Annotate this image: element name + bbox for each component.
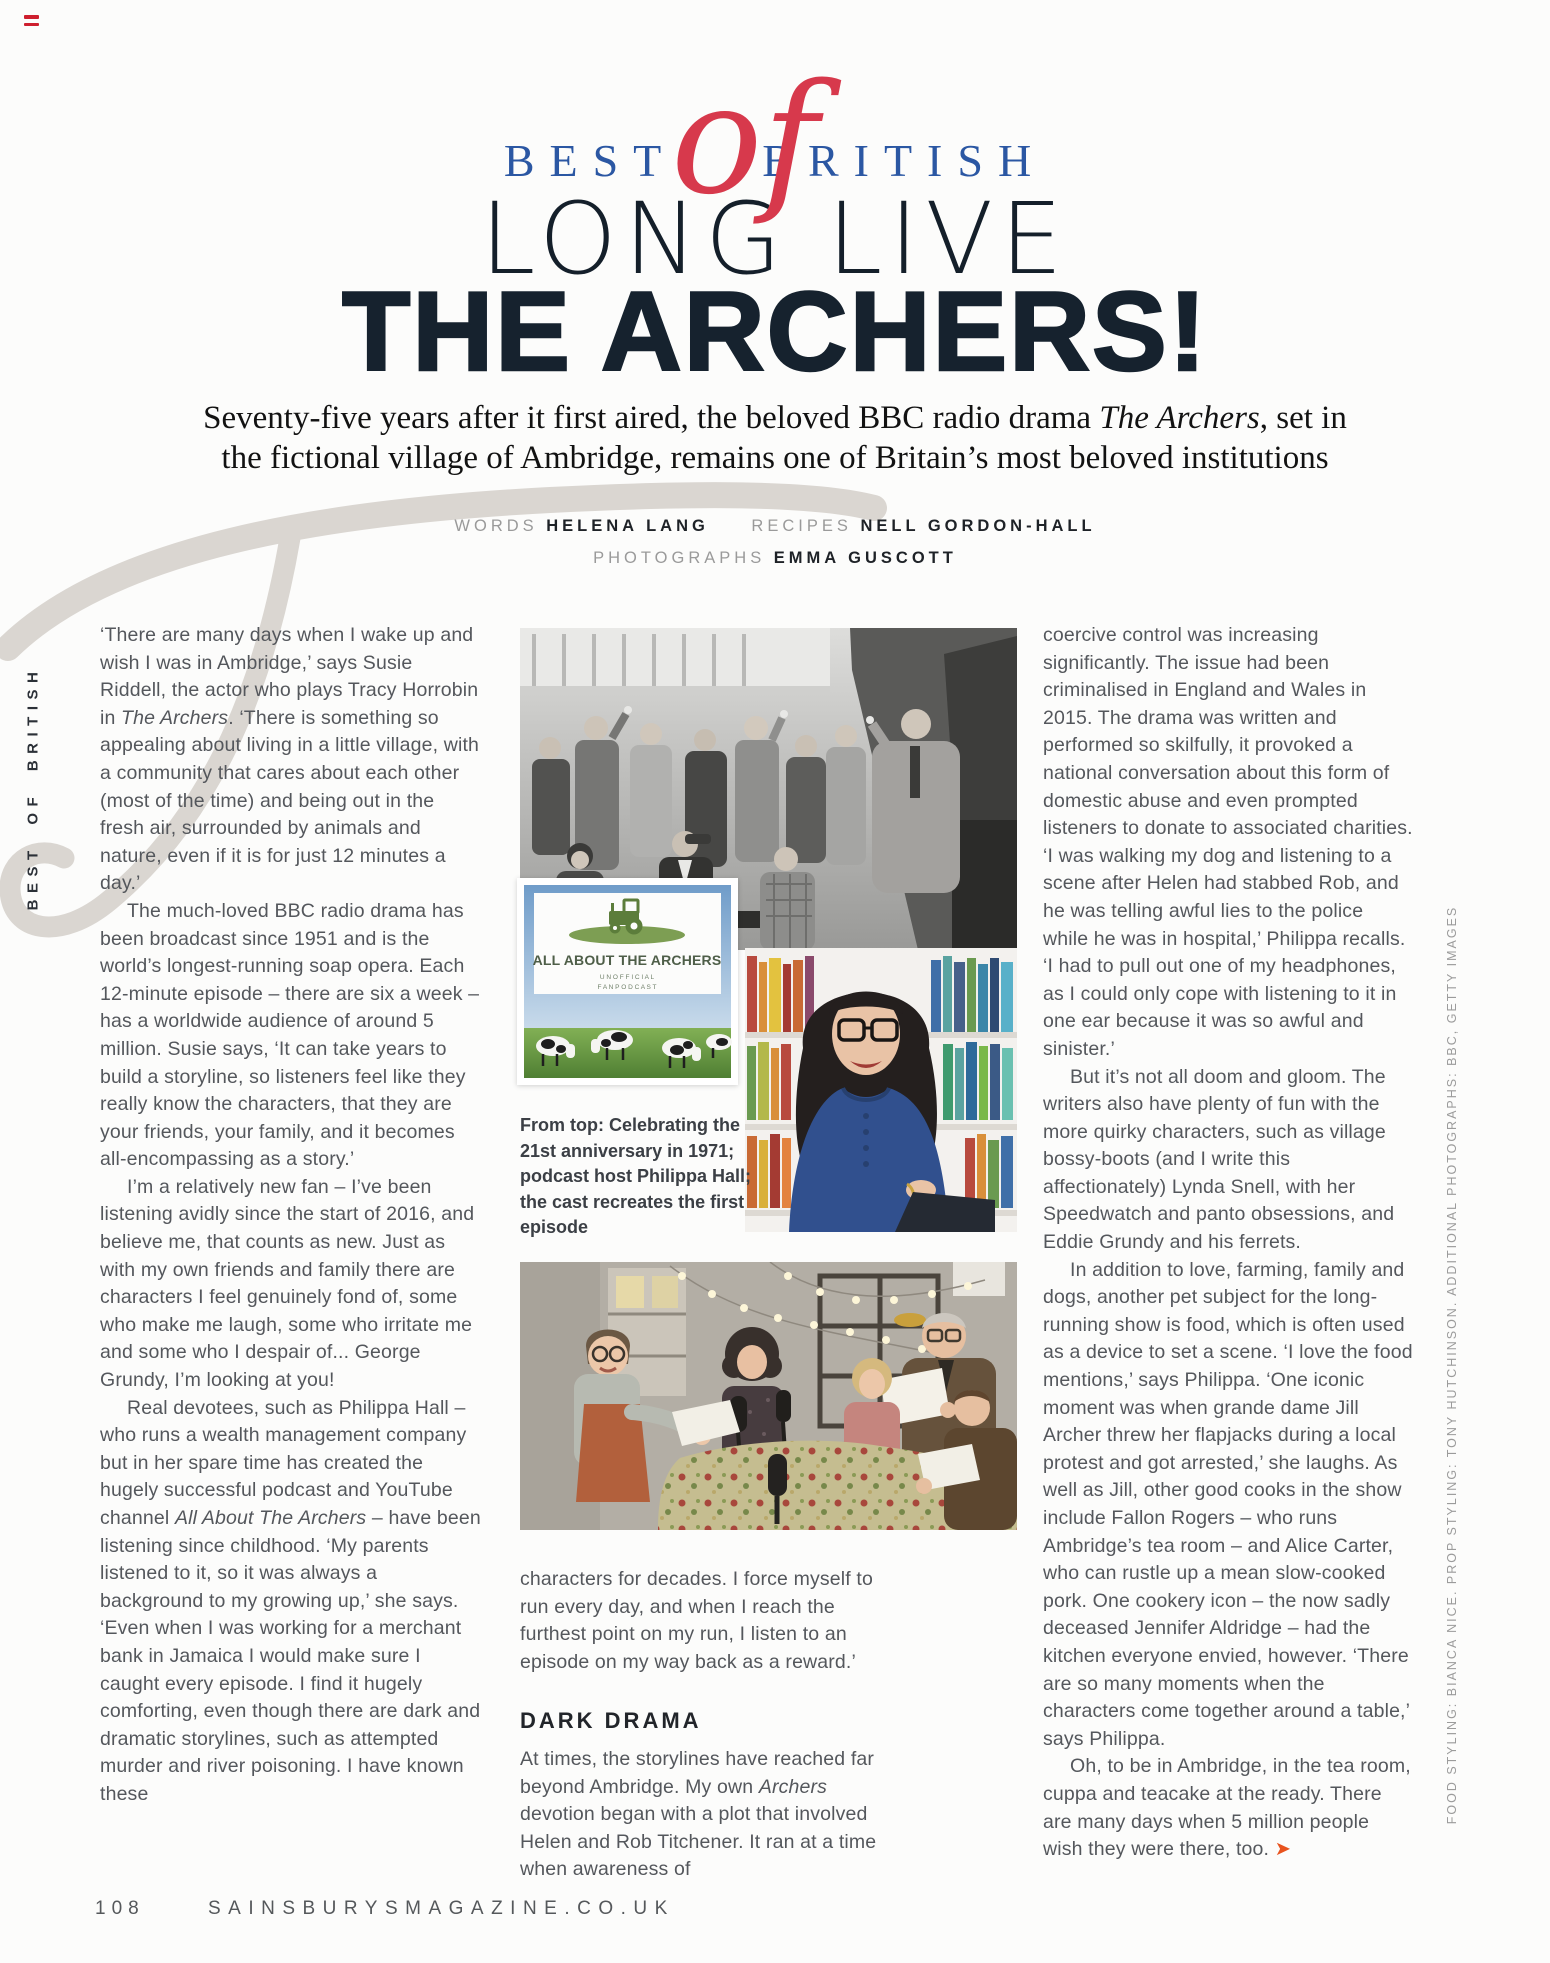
article-column-3: coercive control was increasing significantly. The issue had been criminalised in England and Wales in 2015. The drama was written and performed so skilfully, it provoked a national conversation about this form of domestic abuse and even prompted listeners to donate to associated charities. ‘I was walking my dog and listening to a scene after Helen had stabbed Rob, and he was telling awful lies to the police while he was in hospital,’ Philippa recalls. ‘I had to pull out one of my headphones, as I could only cope with listening to it in one ear because it was so awful and sinister.’ But it’s not all doom and gloom. The writers also have plenty of fun with the more quirky characters, such as village bossy-boots (and I write this affectionately) Lynda Snell, with her Speedwatch and panto obsessions, and Eddie Grundy and his ferrets. In addition to love, farming, family and dogs, another pet subject for the long-running show is food, which is often used as a device to set a scene. ‘I love the food mentions,’ says Philippa. ‘One iconic moment was when grande dame Jill Archer threw her flapjacks during a local protest and got arrested,’ she laughs. As well as Jill, other good cooks in the show include Fallon Rogers – who runs Ambridge’s tea room – and Alice Carter, who can rustle up a mean slow-cooked pork. One cookery icon – the now sadly deceased Jennifer Aldridge – had the kitchen everyone envied, however. ‘There are so many moments when the characters come together around a table,’ says Philippa. Oh, to be in Ambridge, in the tea room, cuppa and teacake at the ready. There are many days when 5 million people wish they were there, too. ➤ <box>1043 624 1413 1861</box>
article-column-1: ‘There are many days when I wake up and wish I was in Ambridge,’ says Susie Riddell, the actor who plays Tracy Horrobin in The Archers. ‘There is something so appealing about living in a little village, with a community that cares about each other (most of the time) and being out in the fresh air, surrounded by animals and nature, even if it is for just 12 minutes a day.’ The much-loved BBC radio drama has been broadcast since 1951 and is the world’s longest-running soap opera. Each 12-minute episode – there are six a week – has a worldwide audience of around 5 million. Susie says, ‘It can take years to build a storyline, so listeners feel like they really know the characters, that they are your friends, your family, and it becomes all-encompassing as a story.’ I’m a relatively new fan – I’ve been listening avidly since the start of 2016, and believe me, that counts as new. Just as with my own friends and family there are characters I feel genuinely fond of, some who make me laugh, some who irritate me and some who I despair of... George Grundy, I’m looking at you! Real devotees, such as Philippa Hall – who runs a wealth management company but in her spare time has created the hugely successful podcast and YouTube channel All About The Archers – have been listening since childhood. ‘My parents listened to it, so it was always a background to my growing up,’ she says. ‘Even when I was working for a merchant bank in Jamaica I would make sure I caught every episode. I find it hugely comforting, even though there are dark and dramatic storylines, such as attempted murder and river poisoning. I have known these <box>100 624 481 1805</box>
podcast-logo-image <box>517 878 738 1085</box>
red-menu-bars-icon <box>24 15 39 30</box>
subhead-dark-drama: DARK DRAMA <box>520 1708 702 1734</box>
headline-the-archers: THE ARCHERS! <box>341 269 1209 394</box>
section-vertical-label: BEST OF BRITISH <box>24 665 42 911</box>
byline <box>0 510 1550 574</box>
podcast-logo-sub2: F A N P O D C A S T <box>597 984 657 991</box>
page-footer <box>95 1898 675 1920</box>
byline-line-2 <box>0 542 1550 574</box>
byline-recipes-label: RECIPES <box>751 517 852 535</box>
column-2-top: characters for decades. I force myself to run every day, and when I reach the furthest point on my run, I listen to an episode on my way back as a reward.’ <box>520 1568 873 1673</box>
website-url: SAINSBURYSMAGAZINE.CO.UK <box>207 1898 675 1919</box>
byline-photos-label: PHOTOGRAPHS <box>593 549 766 568</box>
podcast-logo-sub1: U N O F F I C I A L <box>599 974 655 981</box>
byline-photos-name: EMMA GUSCOTT <box>773 549 957 568</box>
byline-words-label: WORDS <box>454 517 538 535</box>
headline-long-live: LONG LIVE <box>480 182 1070 297</box>
byline-line-1 <box>0 510 1550 542</box>
column-2-bottom: At times, the storylines have reached far beyond Ambridge. My own Archers devotion began with a plot that involved Helen and Rob Titchener. It ran at a time when awareness of <box>520 1747 877 1881</box>
podcast-logo-title: ALL ABOUT THE ARCHERS <box>532 952 722 968</box>
byline-recipes-name: NELL GORDON-HALL <box>860 517 1096 535</box>
page-number: 108 <box>95 1898 145 1919</box>
article-column-2 <box>520 1566 894 1884</box>
standfirst: Seventy-five years after it first aired, the beloved BBC radio drama The Archers, set in the fictional village of Ambridge, remains one of Britain’s most beloved institutions <box>203 400 1347 476</box>
brand-best: BEST <box>503 135 677 186</box>
brand-british: BRITISH <box>762 135 1047 186</box>
philippa-hall-photo <box>745 948 1017 1232</box>
byline-words-name: HELENA LANG <box>546 517 709 535</box>
photo-credits-vertical: FOOD STYLING: BIANCA NICE. PROP STYLING: TONY HUTCHINSON. ADDITIONAL PHOTOGRAPHS: BBC, GETTY IMAGES <box>1445 905 1459 1825</box>
brand-of-script: of <box>671 51 819 228</box>
photo-caption: From top: Celebrating the 21st anniversary in 1971; podcast host Philippa Hall; the cast recreates the first episode <box>520 1115 752 1237</box>
cast-recording-photo <box>520 1262 1017 1530</box>
